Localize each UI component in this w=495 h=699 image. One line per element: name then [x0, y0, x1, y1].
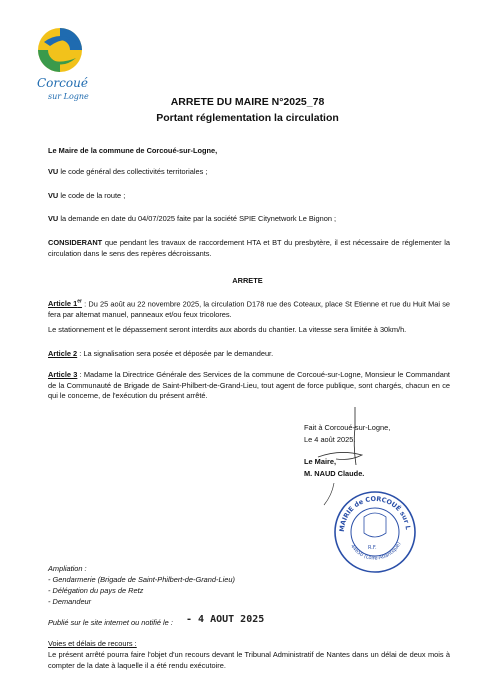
article-1-text-2: Le stationnement et le dépassement seront interdits aux abords du chantier. La vitesse sera limitée à 30km/h.: [48, 325, 407, 334]
commune-logo: [34, 24, 100, 102]
recours-text: Le présent arrêté pourra faire l'objet d'un recours devant le Tribunal Administratif de Nantes dans un délai de deux mois à compter de la date à laquelle il a été rendu exécutoire.: [48, 650, 450, 670]
vu-text: la demande en date du 04/07/2025 faite par la société SPIE Citynetwork Le Bignon ;: [60, 214, 337, 223]
article-2-label: Article 2: [48, 349, 78, 358]
considerant-paragraph: [48, 238, 450, 259]
recours-heading: Voies et délais de recours :: [48, 639, 137, 648]
signature-name: M. NAUD Claude.: [304, 469, 365, 478]
article-1: [48, 297, 450, 320]
vu-label: VU: [48, 191, 59, 200]
document-subtitle: Portant réglementation la circulation: [156, 112, 339, 124]
vu-label: VU: [48, 214, 59, 223]
document-title: ARRETE DU MAIRE N°2025_78: [170, 96, 325, 108]
article-2: [48, 349, 273, 359]
considerant-text: que pendant les travaux de raccordement HTA et BT du presbytère, il est nécessaire de réglementer la circulation dans le sens des repères décroissants.: [48, 238, 450, 258]
ampliation-heading: Ampliation :: [48, 564, 87, 573]
signature-role: Le Maire,: [304, 457, 337, 466]
official-stamp: [330, 487, 420, 577]
publication-label: Publié sur le site internet ou notifié le :: [48, 618, 173, 627]
arrete-heading: ARRETE: [232, 276, 263, 285]
stamp-center-text: R.F.: [368, 545, 377, 551]
article-3-label: Article 3: [48, 370, 78, 379]
vu-text: le code de la route ;: [60, 191, 126, 200]
intro-line: Le Maire de la commune de Corcoué-sur-Logne,: [48, 146, 218, 155]
vu-line-1: [48, 167, 207, 177]
ampliation-item: - Délégation du pays de Retz: [48, 586, 144, 595]
vu-line-2: [48, 191, 125, 201]
publication-date-stamp: - 4 AOUT 2025: [186, 614, 265, 625]
stamp-top-text: MAIRIE de CORCOUÉ sur L: [337, 494, 412, 533]
article-1-text: : Du 25 août au 22 novembre 2025, la circulation D178 rue des Coteaux, place St Etienne et rue du Huit Mai se fera par alternat manuel, panneaux et/ou feux tricolores.: [48, 299, 450, 319]
vu-label: VU: [48, 167, 59, 176]
ampliation-item: - Demandeur: [48, 597, 92, 606]
article-3-text: : Madame la Directrice Générale des Services de la commune de Corcoué-sur-Logne, Monsieur le Commandant de la Communauté de Brigade de Saint-Philbert-de-Grand-Lieu, tout agent de force publique, sont chargés, chacun en ce qui le concerne, de l'exécution du présent arrêté.: [48, 370, 450, 400]
signature-place: Fait à Corcoué-sur-Logne,: [304, 423, 391, 432]
article-3: [48, 370, 450, 402]
signature-date: Le 4 août 2025.: [304, 435, 356, 444]
vu-text: le code général des collectivités territoriales ;: [60, 167, 208, 176]
stamp-bottom-text: 44650 (Loire-Atlantique): [349, 541, 403, 562]
logo-text-line2: sur Logne: [48, 92, 89, 101]
article-2-text: : La signalisation sera posée et déposée par le demandeur.: [77, 349, 274, 358]
vu-line-3: [48, 214, 336, 224]
logo-text-line1: Corcoué: [37, 76, 88, 90]
article-1-label: Article 1er: [48, 299, 83, 309]
ampliation-item: - Gendarmerie (Brigade de Saint-Philbert-de-Grand-Lieu): [48, 575, 235, 584]
considerant-label: CONSIDERANT: [48, 238, 103, 247]
